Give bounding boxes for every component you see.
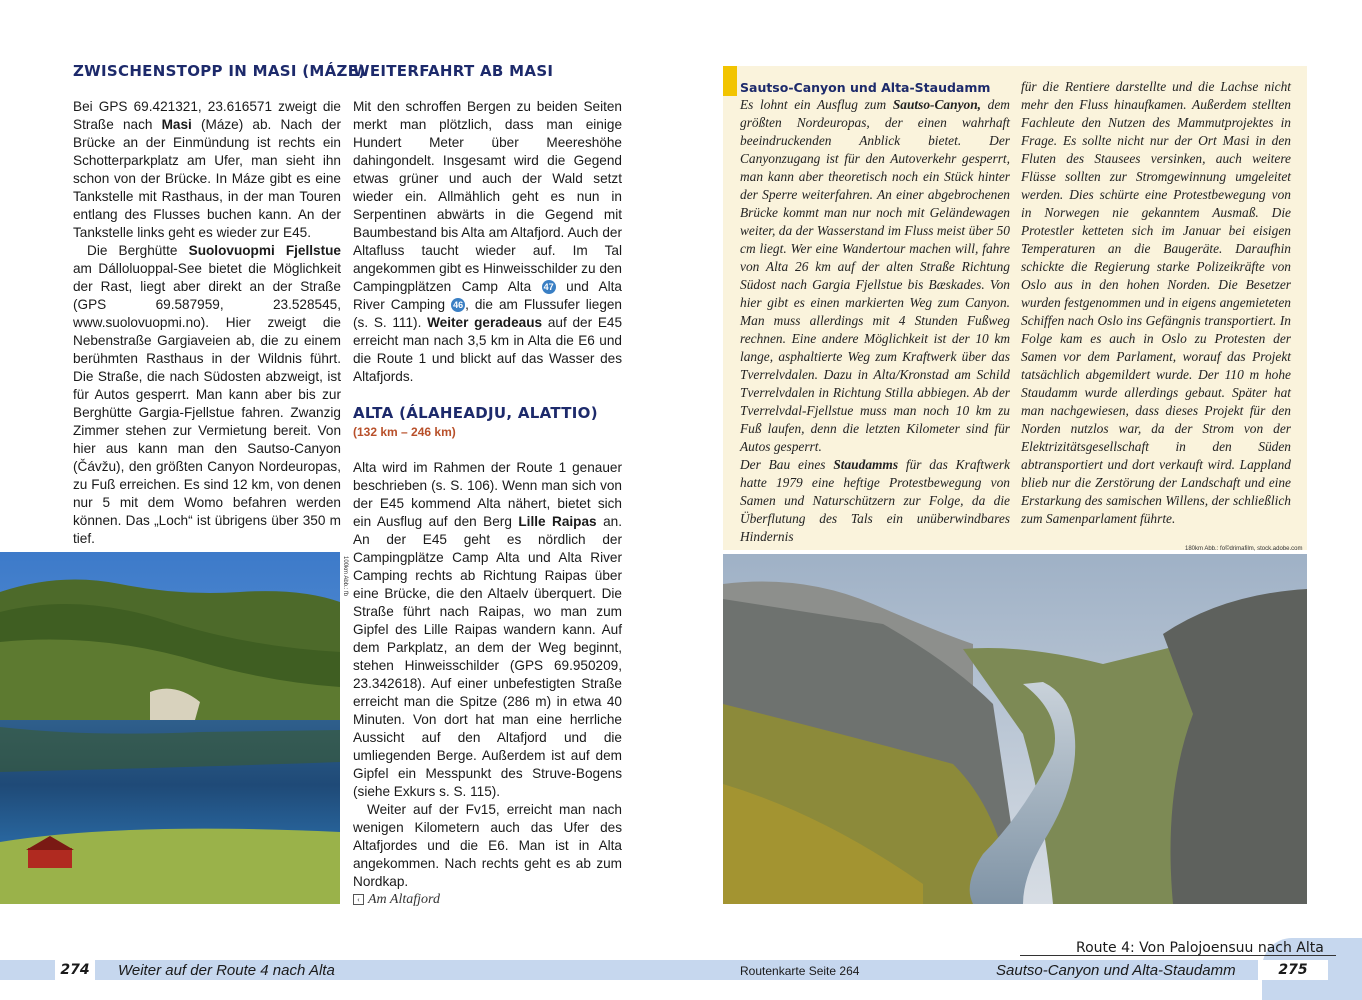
campsite-marker-icon[interactable]: 47 — [543, 282, 554, 292]
distance-subheading: (132 km – 246 km) — [353, 425, 456, 439]
paragraph: Der Bau eines Staudamms für das Kraftwerk hatte 1979 eine heftige Protestbewegung von Samen und Naturschützern zur Folge, da die Überflutung des Tals ein unüberwindbares Hindernis — [740, 457, 1010, 544]
paragraph: Alta wird im Rahmen der Route 1 genauer beschrieben (s. S. 106). Wenn man sich von der E45 kommend Alta nähert, bietet sich ein Ausflug auf den Berg Lille Raipas an. An der E45 geht es nördlich der Campingplätze Camp Alta und Alta River Camping rechts ab Richtung Raipas über eine Brücke, die den Altaelv überquert. Die Straße führt nach Raipas, wo man zum Gipfel des Lille Raipas wandern kann. Auf dem Parkplatz, an dem der Weg beginnt, stehen Hinweisschilder (GPS 69.950209, 23.342618). Auf einer unbefestigten Straße erreicht man die Spitze (286 m) in etwa 40 Minuten. Von dort hat man eine herrliche Aussicht auf den Altafjord und die umliegenden Berge. Außerdem ist auf dem Gipfel ein Messpunkt des Struve-Bogens (siehe Exkurs s. S. 115). — [353, 460, 622, 799]
section-heading-masi: ZWISCHENSTOPP IN MASI (MÁZE) — [73, 62, 366, 80]
paragraph: Bei GPS 69.421321, 23.616571 zweigt die Straße nach Masi (Máze) ab. Nach der Brücke an der Einmündung ist rechts ein Schotterparkplatz am Ufer, man sieht ihn schon von der Brücke. In Máze gibt es eine Tankstelle mit Rasthaus, in der man Touren entlang des Flusses buchen kann. An der Tankstelle links geht es wieder zur E45. — [73, 99, 341, 240]
info-box-column-2 — [1021, 78, 1291, 528]
paragraph: Weiter auf der Fv15, erreicht man nach wenigen Kilometern auch das Ufer des Altafjordes und die E6. Man ist in Alta angekommen. Nach rechts geht es ab zum Nordkap. — [353, 802, 622, 889]
info-box-title: Sautso-Canyon und Alta-Staudamm — [740, 80, 991, 95]
text-column-2b — [353, 459, 622, 891]
footer-map-reference[interactable]: Routenkarte Seite 264 — [740, 964, 860, 978]
photo-credit: 100km Abb.: fb — [342, 556, 348, 597]
page-number-right: 275 — [1258, 960, 1328, 980]
page-number-left: 274 — [55, 960, 95, 980]
paragraph: Es lohnt ein Ausflug zum Sautso-Canyon, dem größten Nordeuropas, der einen wahrhaft beeindruckenden Anblick bietet. Der Canyonzugang ist für den Autoverkehr gesperrt, man kann aber theoretisch noch ein Stück hinter der Sperre weiterfahren. An einer abgebrochenen Brücke kommt man nur noch mit Geländewagen weiter, da der Wasserstand im Fluss meist über 50 cm liegt. Wer eine Wandertour machen will, fahre von Alta 26 km auf der alten Straße Richtung Südost nach Gargia Fjellstue bis Bæskades. Von hier gibt es einen markierten Weg zum Canyon. Man muss allerdings mit 4 Stunden Fußweg rechnen. Eine andere Möglichkeit ist der 10 km lange, asphaltierte Weg zum Kraftwerk über das Tverrelvdalen. Dazu in Alta/Kronstad am Schild Tverrelvdalen in Richtung Stilla abbiegen. Ab der Tverrelvdal-Fjellstue muss man noch 10 km zu Fuß laufen, denn die letzten Kilometer sind für Autos gesperrt. — [740, 97, 1010, 454]
accent-bar — [723, 66, 737, 96]
section-heading-weiterfahrt: WEITERFAHRT AB MASI — [353, 62, 554, 80]
photo-credit: 180km Abb.: fo©drimafilm, stock.adobe.com — [1185, 546, 1303, 552]
info-box-column-1 — [740, 96, 1010, 546]
campsite-marker-icon[interactable]: 46 — [453, 300, 464, 310]
footer-left-text: Weiter auf der Route 4 nach Alta — [118, 962, 335, 979]
sautso-canyon-photo — [723, 554, 1307, 904]
photo-caption: ‹ Am Altafjord — [353, 892, 440, 908]
text-column-1 — [73, 98, 341, 548]
footer-route-title: Route 4: Von Palojoensuu nach Alta — [1076, 940, 1324, 956]
text-column-2a — [353, 98, 622, 386]
altafjord-photo — [0, 552, 340, 904]
footer-right-text: Sautso-Canyon und Alta-Staudamm — [996, 962, 1236, 979]
arrow-left-icon: ‹ — [353, 894, 364, 905]
paragraph: für die Rentiere darstellte und die Lachse nicht mehr den Fluss hinaufkamen. Außerdem stellten Fachleute den Nutzen des Mammutprojektes in Frage. Es sollte nicht nur der Ort Masi in den Fluten des Stausees versinken, auch weitere Flüsse sollten zur Stromgewinnung umgeleitet werden. Dies schürte eine Protestbewegung von in Norwegen nie gekanntem Ausmaß. Die Protestler ketteten sich im Januar bei eisigen Temperaturen an die Baugeräte. Daraufhin schickte die Regierung starke Polizeikräfte von Oslo aus in den hohen Norden. Die Besetzer wurden festgenommen und in eigens angemieteten Schiffen nach Oslo ins Gefängnis transportiert. In Folge kam es auch in Oslo zu Protesten der Samen vor dem Parlament, worauf das Projekt tatsächlich abgemildert wurde. Der 110 m hohe Staudamm wurde allerdings gebaut. Später hat man nachgewiesen, dass dieses Projekt für den Norden nutzlos war, da der Strom von der Elektrizitätsgesellschaft in den Süden abtransportiert und dort verkauft wird. Lappland blieb nur die Zerstörung der Landschaft und eine Erstarkung des samischen Willens, der schließlich zum Samenparlament führte. — [1021, 79, 1291, 526]
section-heading-alta: ALTA (ÁLAHEADJU, ALATTIO) — [353, 404, 598, 422]
paragraph: Mit den schroffen Bergen zu beiden Seiten merkt man plötzlich, dass man einige Hundert Meter über Meereshöhe dahingondelt. Insgesamt wird die Gegend etwas grüner und auch der Wald setzt wieder ein. Allmählich geht es nun in Serpentinen abwärts in die Gegend mit Baumbestand bis Alta am Altafjord. Auch der Altafluss taucht wieder auf. Im Tal angekommen gibt es Hinweisschilder zu den Campingplätzen Camp Alta 47 und Alta River Camping 46 , die am Flussufer liegen (s. S. 111). Weiter geradeaus auf der E45 erreicht man nach 3,5 km in Alta die E6 und die Route 1 und blickt auf das Wasser des Altafjords. — [353, 99, 623, 384]
info-box — [723, 66, 1307, 550]
paragraph: Die Berghütte Suolovuopmi Fjellstue am Dálloluoppal-See bietet die Möglichkeit der Rast, liegt aber direkt an der Straße (GPS 69.587959, 23.528545, www.suolovuopmi.no). Hier zweigt die Nebenstraße Gargiaveien ab, die zu einem berühmten Rasthaus in der Wildnis führt. Die Straße, die nach Südosten abzweigt, ist für Autos gesperrt. Man kann aber bis zur Berghütte Gargia-Fjellstue fahren. Zwanzig Zimmer stehen zur Vermietung bereit. Von hier aus kann man den Sautso-Canyon (Čávžu), den größten Canyon Nordeuropas, zu Fuß erreichen. Es sind 12 km, von denen nur 5 mit dem Womo befahren werden können. Das „Loch“ ist übrigens über 350 m tief. — [73, 243, 341, 546]
